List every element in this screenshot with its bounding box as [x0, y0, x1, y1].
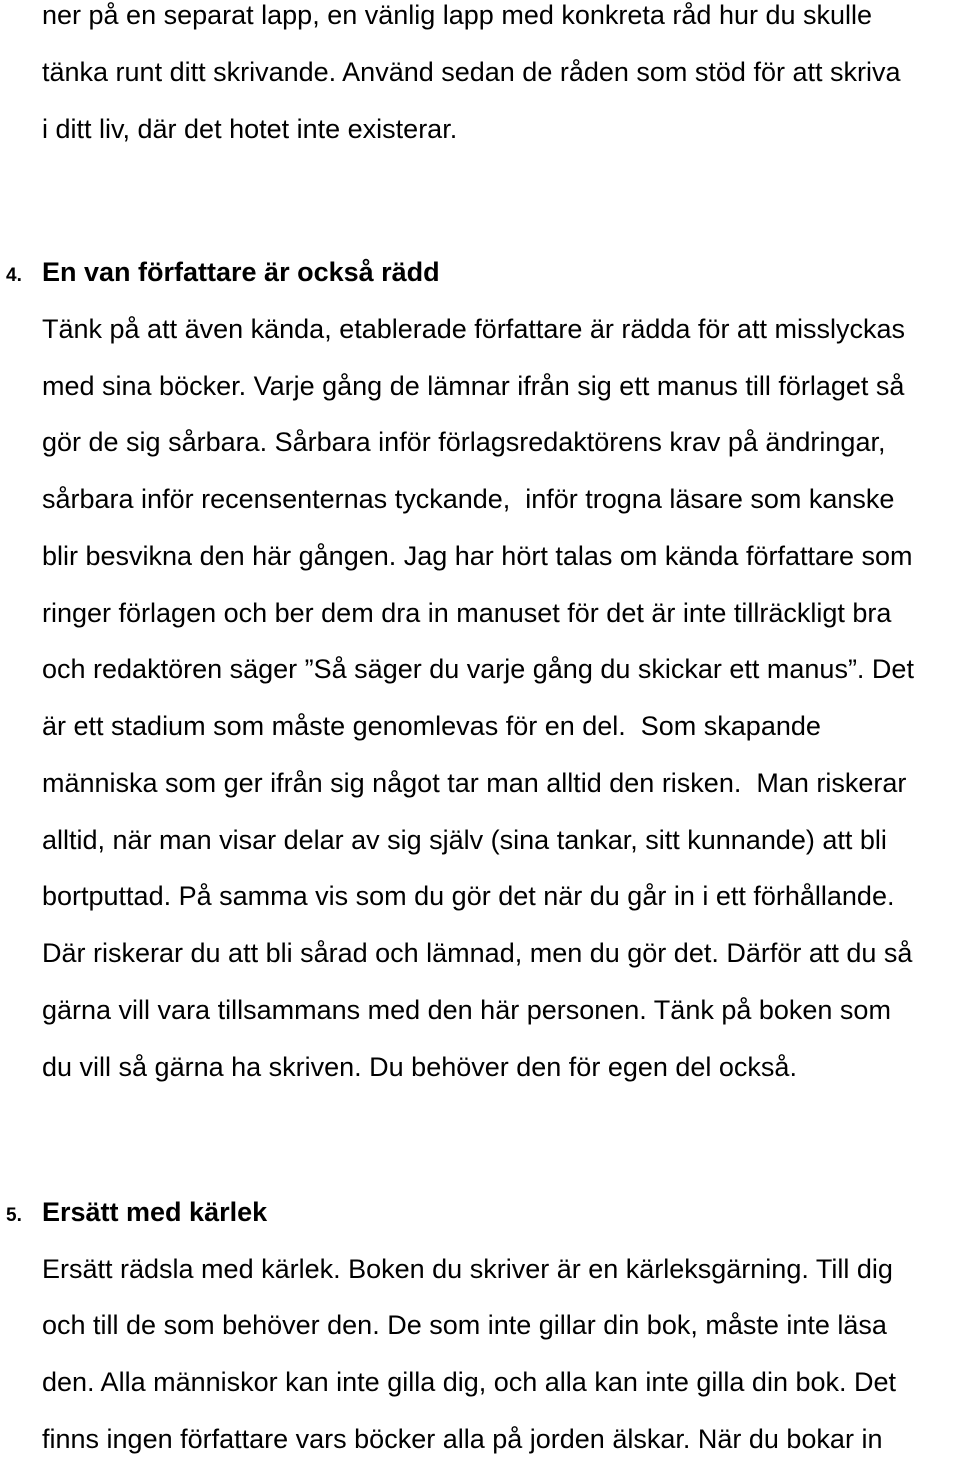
- text-line: du vill så gärna ha skriven. Du behöver den för egen del också.: [42, 1051, 797, 1082]
- text-line: människa som ger ifrån sig något tar man alltid den risken. Man riskerar: [42, 767, 907, 798]
- section-heading: [0, 1197, 960, 1227]
- text-line: och till de som behöver den. De som inte gillar din bok, måste inte läsa: [42, 1310, 887, 1341]
- text-line: tänka runt ditt skrivande. Använd sedan de råden som stöd för att skriva: [42, 56, 901, 87]
- text-line: gör de sig sårbara. Sårbara inför förlagsredaktörens krav på ändringar,: [42, 427, 886, 458]
- text-line: finns ingen författare vars böcker alla på jorden älskar. När du bokar in: [42, 1423, 883, 1454]
- section-heading: [0, 257, 960, 287]
- text-line: blir besvikna den här gången. Jag har hört talas om kända författare som: [42, 540, 913, 571]
- intro-paragraph: [0, 0, 960, 144]
- text-line: är ett stadium som måste genomlevas för en del. Som skapande: [42, 711, 821, 742]
- text-line: Tänk på att även kända, etablerade författare är rädda för att misslyckas: [42, 313, 905, 344]
- section-5: [0, 1197, 960, 1454]
- text-line: bortputtad. På samma vis som du gör det när du går in i ett förhållande.: [42, 881, 895, 912]
- text-line: ner på en separat lapp, en vänlig lapp med konkreta råd hur du skulle: [42, 0, 873, 30]
- section-number: 4.: [6, 264, 22, 286]
- section-title: En van författare är också rädd: [42, 256, 440, 287]
- text-line: och redaktören säger ”Så säger du varje gång du skickar ett manus”. Det: [42, 654, 914, 685]
- text-line: gärna vill vara tillsammans med den här personen. Tänk på boken som: [42, 994, 891, 1025]
- text-line: den. Alla människor kan inte gilla dig, och alla kan inte gilla din bok. Det: [42, 1367, 897, 1398]
- text-line: Där riskerar du att bli sårad och lämnad, men du gör det. Därför att du så: [42, 938, 913, 969]
- section-title: Ersätt med kärlek: [42, 1196, 268, 1227]
- text-line: sårbara inför recensenternas tyckande, inför trogna läsare som kanske: [42, 484, 895, 515]
- text-line: med sina böcker. Varje gång de lämnar ifrån sig ett manus till förlaget så: [42, 370, 905, 401]
- text-line: i ditt liv, där det hotet inte existerar.: [42, 113, 458, 144]
- section-number: 5.: [6, 1204, 22, 1226]
- text-line: Ersätt rädsla med kärlek. Boken du skriver är en kärleksgärning. Till dig: [42, 1253, 893, 1284]
- text-line: ringer förlagen och ber dem dra in manuset för det är inte tillräckligt bra: [42, 597, 892, 628]
- text-line: alltid, när man visar delar av sig själv (sina tankar, sitt kunnande) att bli: [42, 824, 887, 855]
- section-4: [0, 257, 960, 1082]
